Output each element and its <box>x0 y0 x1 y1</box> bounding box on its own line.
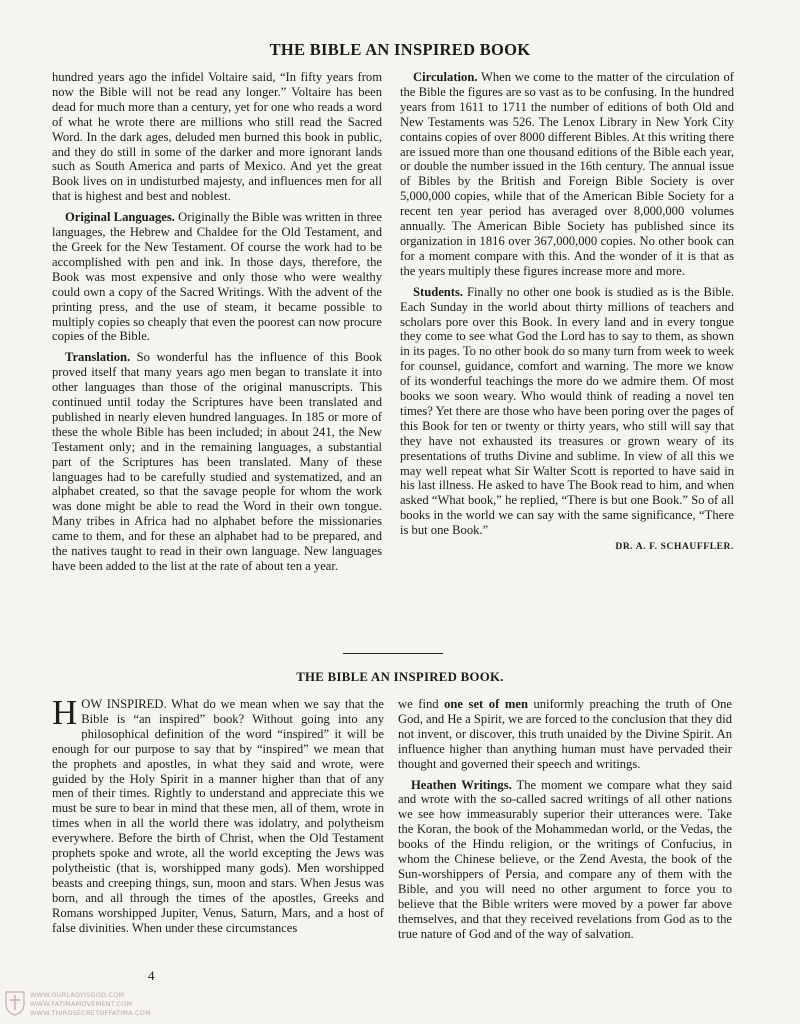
text-one-god: uniformly preaching the truth of One God, and He a Spirit, we are forced to the conclusion that they did not invent, or discover, this truth unaided by the Divine Spirit. An influence higher than anything human must have pervaded their thought and governed their speech and writings. <box>398 697 732 771</box>
page-number: 4 <box>148 968 155 983</box>
watermark-url-2[interactable]: WWW.FATIMAMOVEMENT.COM <box>30 1000 133 1008</box>
running-header-title: THE BIBLE AN INSPIRED BOOK <box>269 40 531 59</box>
text-how-inspired: OW INSPIRED. What do we mean when we say that the Bible is “an inspired” book? Without going into any philosophical definition of the word “inspired” it will be enough for our purpose to say that by “inspired” we mean that the prophets and apostles, in what they said and wrote, were guided by the Holy Spirit in a manner higher than that of any men of their times. Rightly to understand and appreciate this we must be sure to bear in mind that these men, all of them, wrote in times when in all the world there was idolatry, and polytheism everywhere. Before the birth of Christ, when the Old Testament prophets spoke and wrote, all the world excepting the Jews was polytheistic (that is, worshipped many gods). Men worshipped beasts and creeping things, sun, moon and stars. When Jesus was born, and all through the times of the apostles, Greeks and Romans worshipped Jupiter, Venus, Saturn, Mars, and a host of false divinities. When under these circumstances <box>52 697 384 935</box>
article2-column-right <box>398 697 732 948</box>
text-students: Finally no other one book is studied as is the Bible. Each Sunday in the world about thirty millions of teachers and scholars pore over this Book. In every land and in every tongue they come to see what God the Lord has to say to them, as shown in its pages. To no other book do so many turn from week to week for counsel, guidance, comfort and warning. The more we know of its wonderful teachings the more do we admire them. Of most books we soon weary. Who would think of reading a novel ten times? Yet there are those who have been poring over the pages of this Book for ten or twenty or thirty years, who still will say that they have not exhausted its treasures or grown weary of its presentations of truths Divine and sublime. In view of all this we may well repeat what Sir Walter Scott is reported to have said in his last illness. He asked to have The Book read to him, and when asked “What book,” he replied, “There is but one Book.” So of all books in the world we can say with the same significance, “There is but one Book.” <box>400 284 734 538</box>
paragraph-students <box>400 285 734 538</box>
paragraph-how-inspired <box>52 693 384 936</box>
text-we-find: we find <box>398 697 445 711</box>
text-translation: So wonderful has the influence of this Book proved itself that many years ago men began to translate it into other languages than those of the original manuscripts. This continued until today the Scriptures have been translated and published in nearly eleven hundred languages. In 185 or more of these the whole Bible has been included; in about 241, the New Testament only; and in the remaining languages, a substantial part of the Scriptures has been translated. Many of these languages had to be carefully studied and systematized, and an alphabet created, so that the savage people for whom the work was done might be able to read the Word in their own tongue. Many tribes in Africa had no alphabet before the missionaries came to them, and for these an alphabet had to be prepared, and the natives taught to read in their own language. New languages have been added to the list at the rate of about ten a year. <box>52 350 382 573</box>
heading-heathen-writings: Heathen Writings. <box>411 777 512 792</box>
watermark-url-1[interactable]: WWW.OURLADYISGOD.COM <box>30 991 125 999</box>
paragraph-heathen-writings <box>398 778 732 942</box>
paragraph-voltaire: hundred years ago the infidel Voltaire said, “In fifty years from now the Bible will not be read any longer.” Voltaire has been dead for much more than a century, yet for one who reads a word of what he wrote there are millions who still read the Sacred Word. In the dark ages, deluded men burned this book in public, and they do still in some of the darker and more ignorant lands such as South America and parts of Mexico. And yet the great Book lives on in undisturbed majesty, and influences men for all that is highest and best and noblest. <box>52 70 382 204</box>
article1-column-right <box>400 70 734 555</box>
text-circulation: When we come to the matter of the circulation of the Bible the figures are so vast as to be confusing. In the hundred years from 1611 to 1711 the number of editions of both Old and New Testaments was 526. The Lenox Library in New York City contains copies of over 8000 different Bibles. At this writing there are issued more than one thousand editions of the Bible each year, or double the number issued in the 16th century. The annual issue of Bibles by the British and Foreign Bible Society is over 5,000,000 copies, while that of the American Bible Society for a recent ten year period has averaged over 8,000,000 volumes annually. The American Bible Society has published since its organization in 1816 over 367,000,000 copies. No other book can for a moment compare with this. And the wonder of it is that as the years multiply these figures increase more and more. <box>400 70 734 278</box>
article2-title: THE BIBLE AN INSPIRED BOOK. <box>296 670 504 684</box>
heading-students: Students. <box>413 284 464 299</box>
section-divider <box>343 653 443 654</box>
text-original-languages: Originally the Bible was written in three languages, the Hebrew and Chaldee for the Old Testament, and the Greek for the New Testament. Of course the work had to be accomplished with pen and ink. In those days, therefore, the Book was most expensive and only those who were wealthy could own a copy of the Sacred Writings. With the advent of the printing press, and the use of steam, it became possible to multiply copies so cheaply that even the poorest can now procure copies of the Bible. <box>52 210 382 344</box>
watermark-url-3[interactable]: WWW.THIRDSECRETOFFATIMA.COM <box>30 1009 151 1017</box>
heading-translation: Translation. <box>65 350 131 365</box>
paragraph-circulation <box>400 70 734 279</box>
emphasis-one-set-of-men: one set of men <box>444 697 528 711</box>
author-signature: DR. A. F. SCHAUFFLER. <box>615 542 734 553</box>
article1-column-left <box>52 70 382 580</box>
watermark-text <box>30 991 151 1018</box>
shield-logo-icon <box>4 990 26 1016</box>
heading-circulation: Circulation. <box>413 70 478 84</box>
drop-cap-letter: H <box>52 693 78 732</box>
article2-column-left <box>52 693 384 942</box>
paragraph-original-languages <box>52 210 382 344</box>
site-watermark <box>4 990 204 1022</box>
text-heathen-writings: The moment we compare what they said and wrote with the so-called sacred writings of all other nations we see how immeasurably superior their utterances were. Take the Koran, the book of the Mohammedan world, or the Vedas, the books of the Hindu religion, or the writings of Confucius, in whom the Chinese believe, or the Zend Avesta, the book of the Sun-worshippers of Persia, and compare any of them with the Bible, and you will need no other argument to force you to believe that the Bible writers were moved by a power far above themselves, and that they received revelations from God as to the true nature of God and of the way of salvation. <box>398 777 732 941</box>
heading-original-languages: Original Languages. <box>65 210 175 225</box>
paragraph-translation <box>52 350 382 574</box>
paragraph-one-set-of-men <box>398 697 732 772</box>
